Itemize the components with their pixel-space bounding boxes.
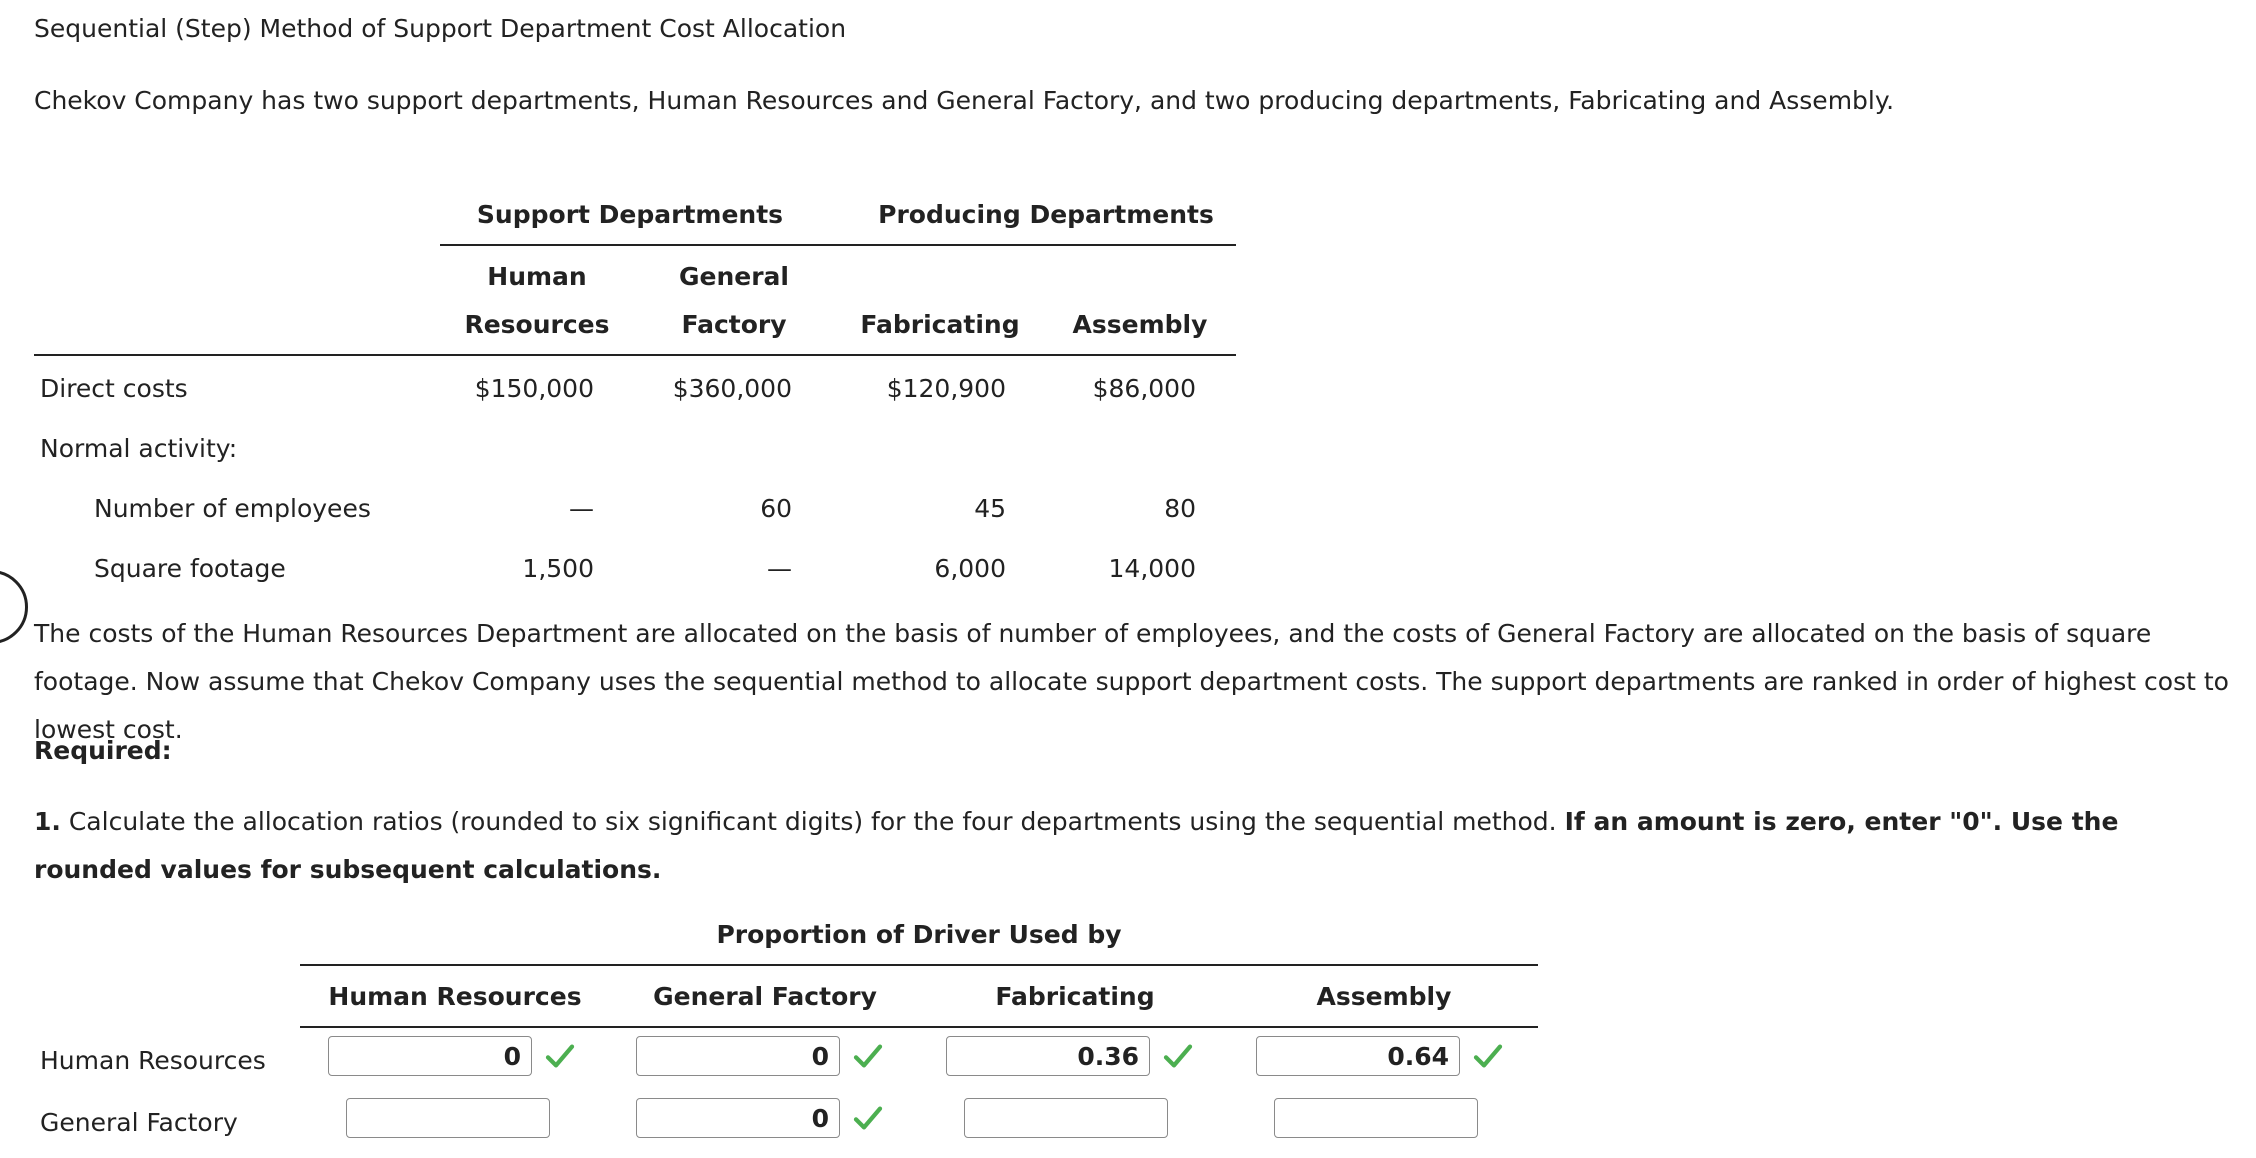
answer-col-fab: Fabricating [995,982,1155,1011]
row-label-direct-costs: Direct costs [40,374,188,403]
direct-costs-hr: $150,000 [474,374,594,403]
answer-col-gf: General Factory [653,982,877,1011]
proportion-header: Proportion of Driver Used by [716,920,1122,949]
employees-asm: 80 [1164,494,1196,523]
check-icon [1472,1040,1504,1072]
check-icon [544,1040,576,1072]
answer-col-asm: Assembly [1316,982,1452,1011]
row-label-normal-activity: Normal activity: [40,434,238,463]
answer-row-label-hr: Human Resources [40,1046,266,1075]
sqft-asm: 14,000 [1108,554,1196,583]
gf-to-gf-input[interactable] [636,1098,840,1138]
gf-to-fab-input[interactable] [964,1098,1168,1138]
required-label: Required: [34,736,172,765]
employees-fab: 45 [974,494,1006,523]
support-departments-header: Support Departments [476,200,784,229]
direct-costs-fab: $120,900 [886,374,1006,403]
col-hr-line1: Human [487,262,587,291]
question-number: 1. [34,807,61,836]
answer-row-label-gf: General Factory [40,1108,238,1137]
question-instruction: If an amount is zero, enter "0". Use the rounded values for subsequent calculations. [34,807,2119,884]
sqft-fab: 6,000 [934,554,1006,583]
employees-hr: — [569,494,594,523]
hr-to-asm-input[interactable] [1256,1036,1460,1076]
header-rule [440,244,1236,246]
check-icon [852,1102,884,1134]
hr-to-hr-input[interactable] [328,1036,532,1076]
employees-gf: 60 [760,494,792,523]
column-header-rule [34,354,1236,356]
direct-costs-asm: $86,000 [1092,374,1196,403]
answer-col-hr: Human Resources [328,982,582,1011]
check-icon [852,1040,884,1072]
question-body: Calculate the allocation ratios (rounded to six significant digits) for the four departments using the sequential method. [60,807,1565,836]
hr-to-gf-input[interactable] [636,1036,840,1076]
col-asm: Assembly [1072,310,1208,339]
col-gf-line2: Factory [681,310,787,339]
description-text: The costs of the Human Resources Department are allocated on the basis of number of employees, and the costs of General Factory are allocated on the basis of square footage. Now assume that Chekov Company uses the sequential method to allocate support department costs. The support departments are ranked in order of highest cost to lowest cost. [34,619,2229,744]
row-label-sqft: Square footage [94,554,286,583]
question-text [34,798,2234,894]
col-gf-line1: General [679,262,789,291]
hr-to-fab-input[interactable] [946,1036,1150,1076]
sqft-hr: 1,500 [522,554,594,583]
direct-costs-gf: $360,000 [672,374,792,403]
row-label-employees: Number of employees [94,494,371,523]
answer-column-rule [300,1026,1538,1028]
intro-text: Chekov Company has two support departments, Human Resources and General Factory, and two producing departments, Fabricating and Assembly. [34,86,1895,115]
check-icon [1162,1040,1194,1072]
gf-to-hr-input[interactable] [346,1098,550,1138]
col-fab: Fabricating [860,310,1020,339]
page-title: Sequential (Step) Method of Support Department Cost Allocation [34,14,847,43]
left-edge-circle [0,570,28,644]
gf-to-asm-input[interactable] [1274,1098,1478,1138]
sqft-gf: — [767,554,792,583]
col-hr-line2: Resources [464,310,610,339]
producing-departments-header: Producing Departments [878,200,1214,229]
answer-header-rule [300,964,1538,966]
